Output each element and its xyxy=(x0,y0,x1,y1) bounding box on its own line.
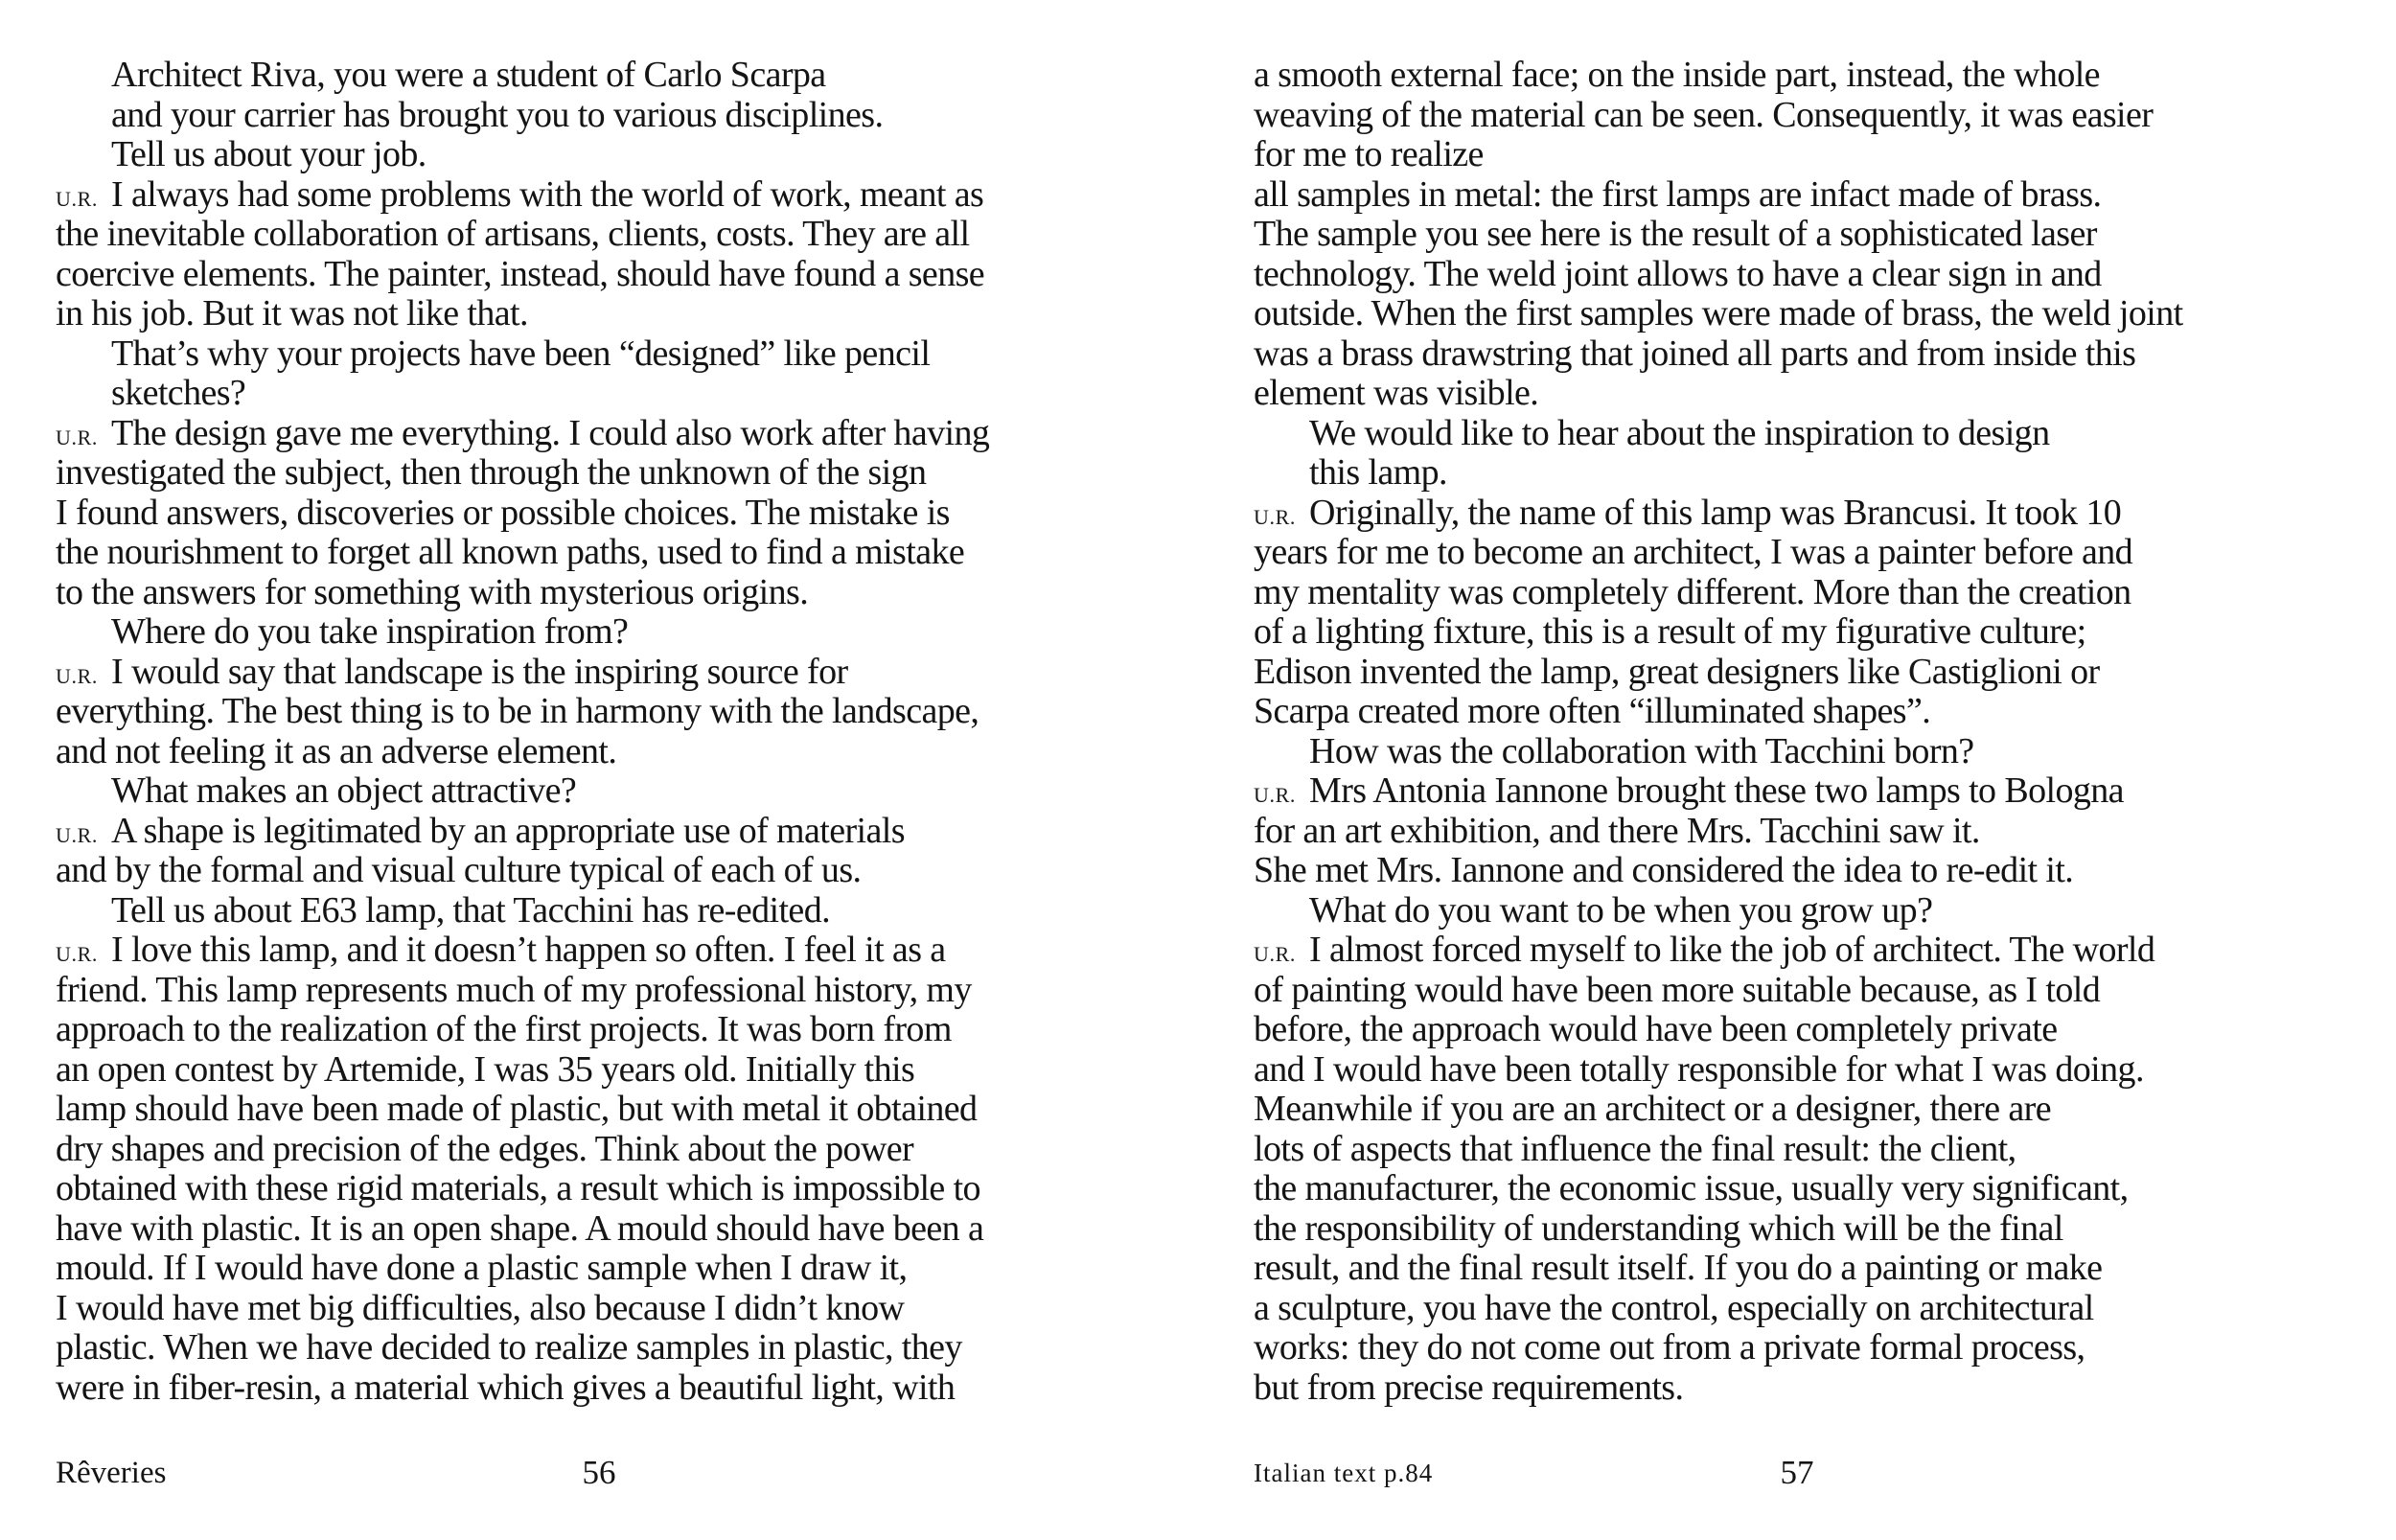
speaker-label: U.R. xyxy=(1254,783,1296,807)
line-text: and by the formal and visual culture typical of each of us. xyxy=(56,850,862,890)
text-line xyxy=(1254,612,2365,653)
text-line xyxy=(56,374,1167,414)
line-text: How was the collaboration with Tacchini born? xyxy=(1309,730,1974,771)
text-line xyxy=(56,771,1167,812)
text-line xyxy=(56,653,1167,693)
text-line xyxy=(1254,255,2365,295)
line-text: the manufacturer, the economic issue, usually very significant, xyxy=(1254,1168,2129,1208)
line-text: obtained with these rigid materials, a result which is impossible to xyxy=(56,1168,980,1208)
line-text: before, the approach would have been completely private xyxy=(1254,1009,2058,1049)
speaker-label: U.R. xyxy=(1254,504,1296,529)
line-text: Tell us about E63 lamp, that Tacchini has re-edited. xyxy=(111,889,830,931)
line-text: I love this lamp, and it doesn’t happen so often. I feel it as a xyxy=(111,930,946,970)
line-text: this lamp. xyxy=(1309,452,1447,493)
text-line xyxy=(1254,175,2365,216)
line-text: to the answers for something with mysterious origins. xyxy=(56,571,809,612)
speaker-label: U.R. xyxy=(56,822,98,847)
text-line xyxy=(56,692,1167,732)
line-text: the responsibility of understanding which will be the final xyxy=(1254,1207,2063,1249)
line-text: of a lighting fixture, this is a result of my figurative culture; xyxy=(1254,611,2086,652)
text-line xyxy=(56,1289,1167,1329)
line-text: and I would have been totally responsible for what I was doing. xyxy=(1254,1048,2144,1090)
text-line xyxy=(56,612,1167,653)
line-text: were in fiber-resin, a material which gives a beautiful light, with xyxy=(56,1367,956,1408)
line-text: The design gave me everything. I could also work after having xyxy=(111,412,990,453)
text-line xyxy=(1254,334,2365,375)
line-text: lamp should have been made of plastic, but with metal it obtained xyxy=(56,1089,978,1129)
text-line xyxy=(56,1130,1167,1170)
text-line xyxy=(56,732,1167,772)
speaker-label: U.R. xyxy=(56,663,98,688)
line-text: Tell us about your job. xyxy=(111,134,426,174)
line-text: A shape is legitimated by an appropriate use of materials xyxy=(111,810,905,851)
line-text: That’s why your projects have been “designed” like pencil xyxy=(111,333,931,374)
text-line xyxy=(56,891,1167,931)
line-text: for me to realize xyxy=(1254,134,1484,174)
text-line xyxy=(1254,1130,2365,1170)
text-line xyxy=(1254,294,2365,334)
line-text: all samples in metal: the first lamps are infact made of brass. xyxy=(1254,173,2102,215)
line-text: Architect Riva, you were a student of Carlo Scarpa xyxy=(111,55,826,95)
text-line xyxy=(1254,812,2365,852)
text-line xyxy=(56,453,1167,494)
text-line xyxy=(56,96,1167,136)
line-text: Originally, the name of this lamp was Brancusi. It took 10 xyxy=(1309,492,2122,533)
line-text: I found answers, discoveries or possible choices. The mistake is xyxy=(56,492,950,533)
line-text: an open contest by Artemide, I was 35 years old. Initially this xyxy=(56,1048,915,1090)
line-text: Scarpa created more often “illuminated shapes”. xyxy=(1254,691,1931,731)
text-line xyxy=(1254,1289,2365,1329)
left-page-text-column xyxy=(56,56,1167,1408)
text-line xyxy=(1254,533,2365,573)
text-line xyxy=(1254,1368,2365,1409)
line-text: friend. This lamp represents much of my professional history, my xyxy=(56,969,972,1010)
text-line xyxy=(56,414,1167,454)
line-text: investigated the subject, then through the unknown of the sign xyxy=(56,452,927,493)
line-text: I almost forced myself to like the job of architect. The world xyxy=(1309,930,2155,970)
right-page-footer xyxy=(1198,1453,2396,1498)
line-text: my mentality was completely different. More than the creation xyxy=(1254,571,2131,612)
line-text: I would say that landscape is the inspiring source for xyxy=(111,651,848,692)
speaker-label: U.R. xyxy=(56,186,98,211)
text-line xyxy=(1254,692,2365,732)
text-line xyxy=(56,255,1167,295)
text-line xyxy=(56,1249,1167,1289)
line-text: the nourishment to forget all known paths, used to find a mistake xyxy=(56,532,965,572)
line-text: Where do you take inspiration from? xyxy=(111,611,629,652)
text-line xyxy=(56,971,1167,1011)
text-line xyxy=(56,1328,1167,1368)
line-text: and not feeling it as an adverse element. xyxy=(56,730,617,771)
text-line xyxy=(56,1368,1167,1409)
line-text: What do you want to be when you grow up? xyxy=(1309,889,1933,931)
line-text: and your carrier has brought you to various disciplines. xyxy=(111,94,884,135)
line-text: She met Mrs. Iannone and considered the idea to re-edit it. xyxy=(1254,850,2074,890)
text-line xyxy=(1254,374,2365,414)
text-line xyxy=(1254,1090,2365,1130)
line-text: What makes an object attractive? xyxy=(111,770,577,811)
line-text: approach to the realization of the first projects. It was born from xyxy=(56,1009,952,1049)
text-line xyxy=(1254,414,2365,454)
text-line xyxy=(56,56,1167,96)
text-line xyxy=(1254,215,2365,255)
line-text: in his job. But it was not like that. xyxy=(56,293,528,333)
line-text: a smooth external face; on the inside part, instead, the whole xyxy=(1254,55,2100,95)
line-text: a sculpture, you have the control, especially on architectural xyxy=(1254,1287,2094,1328)
text-line xyxy=(1254,891,2365,931)
text-line xyxy=(1254,1050,2365,1091)
text-line xyxy=(56,812,1167,852)
line-text: element was visible. xyxy=(1254,373,1539,413)
speaker-label: U.R. xyxy=(56,425,98,449)
line-text: was a brass drawstring that joined all parts and from inside this xyxy=(1254,333,2136,374)
text-line xyxy=(56,1090,1167,1130)
line-text: works: they do not come out from a private formal process, xyxy=(1254,1327,2085,1368)
line-text: years for me to become an architect, I was a painter before and xyxy=(1254,532,2133,572)
line-text: weaving of the material can be seen. Consequently, it was easier xyxy=(1254,94,2154,135)
line-text: the inevitable collaboration of artisans, clients, costs. They are all xyxy=(56,214,970,254)
text-line xyxy=(1254,1169,2365,1209)
text-line xyxy=(56,175,1167,216)
line-text: everything. The best thing is to be in harmony with the landscape, xyxy=(56,691,979,731)
text-line xyxy=(1254,851,2365,891)
line-text: technology. The weld joint allows to have a clear sign in and xyxy=(1254,253,2102,294)
line-text: Mrs Antonia Iannone brought these two lamps to Bologna xyxy=(1309,770,2124,811)
text-line xyxy=(1254,494,2365,534)
text-line xyxy=(56,1209,1167,1250)
text-line xyxy=(56,1169,1167,1209)
line-text: The sample you see here is the result of a sophisticated laser xyxy=(1254,214,2097,254)
page-number-left: 56 xyxy=(582,1454,616,1491)
line-text: Meanwhile if you are an architect or a designer, there are xyxy=(1254,1089,2051,1129)
text-line xyxy=(56,1010,1167,1050)
line-text: lots of aspects that influence the final result: the client, xyxy=(1254,1128,2016,1169)
text-line xyxy=(56,1050,1167,1091)
text-line xyxy=(1254,1328,2365,1368)
text-line xyxy=(56,573,1167,613)
book-title: Rêveries xyxy=(56,1456,167,1490)
line-text: have with plastic. It is an open shape. A mould should have been a xyxy=(56,1207,984,1249)
text-line xyxy=(56,294,1167,334)
speaker-label: U.R. xyxy=(1254,942,1296,966)
text-line xyxy=(1254,931,2365,971)
line-text: coercive elements. The painter, instead, should have found a sense xyxy=(56,253,985,294)
text-line xyxy=(1254,96,2365,136)
text-line xyxy=(56,334,1167,375)
line-text: I always had some problems with the world of work, meant as xyxy=(111,173,984,215)
text-line xyxy=(1254,573,2365,613)
text-line xyxy=(1254,1249,2365,1289)
text-line xyxy=(56,215,1167,255)
right-page-text-column xyxy=(1254,56,2365,1408)
text-line xyxy=(1254,653,2365,693)
line-text: Edison invented the lamp, great designers like Castiglioni or xyxy=(1254,651,2100,692)
text-line xyxy=(56,931,1167,971)
translation-note: Italian text p.84 xyxy=(1254,1459,1434,1487)
line-text: but from precise requirements. xyxy=(1254,1367,1684,1408)
right-page xyxy=(1198,0,2396,1540)
speaker-label: U.R. xyxy=(56,942,98,966)
line-text: I would have met big difficulties, also because I didn’t know xyxy=(56,1287,905,1328)
text-line xyxy=(1254,135,2365,175)
text-line xyxy=(1254,453,2365,494)
text-line xyxy=(56,494,1167,534)
line-text: sketches? xyxy=(111,373,246,413)
text-line xyxy=(56,851,1167,891)
text-line xyxy=(1254,56,2365,96)
text-line xyxy=(1254,732,2365,772)
line-text: We would like to hear about the inspiration to design xyxy=(1309,412,2050,453)
text-line xyxy=(1254,1209,2365,1250)
line-text: mould. If I would have done a plastic sample when I draw it, xyxy=(56,1248,908,1288)
line-text: of painting would have been more suitable because, as I told xyxy=(1254,969,2101,1010)
text-line xyxy=(56,533,1167,573)
left-page-footer xyxy=(0,1453,1198,1499)
text-line xyxy=(1254,971,2365,1011)
line-text: outside. When the first samples were made of brass, the weld joint xyxy=(1254,293,2183,333)
line-text: for an art exhibition, and there Mrs. Tacchini saw it. xyxy=(1254,810,1980,851)
page-number-right: 57 xyxy=(1780,1454,1814,1491)
text-line xyxy=(1254,771,2365,812)
text-line xyxy=(56,135,1167,175)
line-text: result, and the final result itself. If you do a painting or make xyxy=(1254,1248,2103,1288)
line-text: dry shapes and precision of the edges. Think about the power xyxy=(56,1128,914,1169)
text-line xyxy=(1254,1010,2365,1050)
line-text: plastic. When we have decided to realize samples in plastic, they xyxy=(56,1327,962,1368)
